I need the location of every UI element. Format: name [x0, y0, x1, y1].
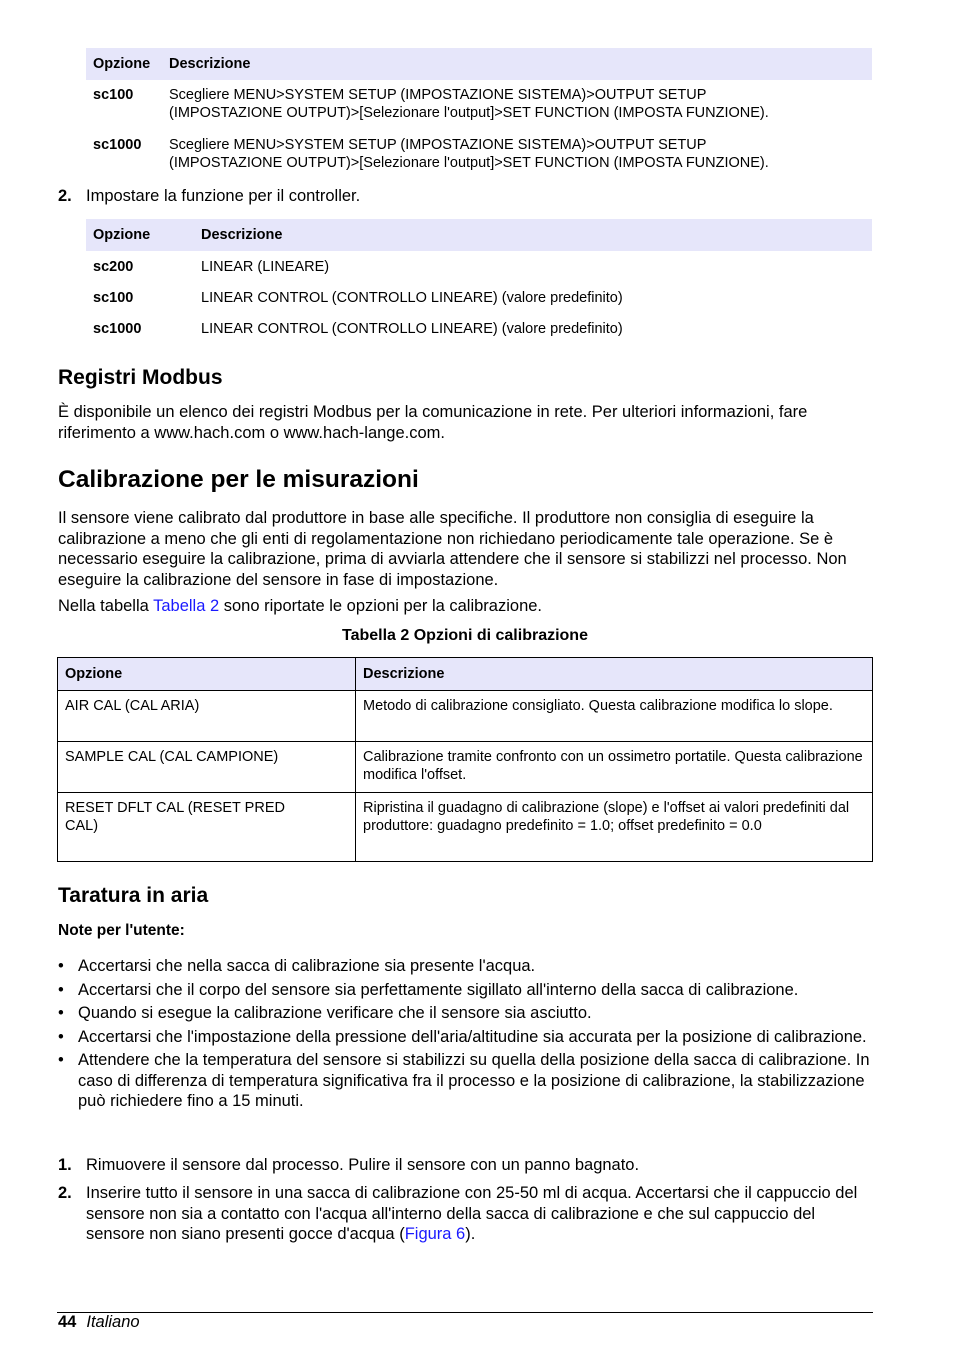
step-text: Rimuovere il sensore dal processo. Pulire il sensore con un panno bagnato. [86, 1156, 640, 1174]
page-number: 44 [58, 1313, 77, 1331]
option-cell: SAMPLE CAL (CAL CAMPIONE) [58, 742, 356, 793]
table-row [86, 251, 872, 282]
description-line: (IMPOSTAZIONE OUTPUT)>[Selezionare l'output]>SET FUNCTION (IMPOSTA FUNZIONE). [169, 155, 769, 171]
description-line: Scegliere MENU>SYSTEM SETUP (IMPOSTAZIONE SISTEMA)>OUTPUT SETUP [169, 137, 707, 153]
step-text-part: Inserire tutto il sensore in una sacca di calibrazione con 25-50 ml di acqua. Accertarsi che il cappuccio del sensore non sia a contatto con l'acqua all'interno della sacca di calibrazione e che sul cappuccio del sensore non siano presenti gocce d'acqua ( [86, 1184, 858, 1243]
column-header-description: Descrizione [356, 658, 873, 691]
list-item [58, 980, 876, 1001]
description-cell: Ripristina il guadagno di calibrazione (slope) e l'offset ai valori predefiniti dal produttore: guadagno predefinito = 1.0; offset predefinito = 0.0 [356, 793, 873, 862]
reference-text: Nella tabella [58, 597, 154, 615]
figure-6-link[interactable]: Figura 6 [404, 1225, 466, 1243]
notes-list [58, 956, 876, 1115]
table-row [86, 136, 872, 172]
description-cell: LINEAR (LINEARE) [201, 259, 330, 275]
option-cell: RESET DFLT CAL (RESET PRED CAL) [58, 793, 356, 862]
table-row [86, 313, 872, 344]
page-footer [58, 1313, 140, 1332]
table-row [58, 742, 873, 793]
bullet-icon: • [58, 957, 64, 975]
description-cell: Calibrazione tramite confronto con un ossimetro portatile. Questa calibrazione modifica l'offset. [356, 742, 873, 793]
description-cell: LINEAR CONTROL (CONTROLLO LINEARE) (valore predefinito) [201, 290, 623, 306]
table-row [86, 80, 872, 136]
table-row [58, 691, 873, 742]
option-cell: sc100 [93, 290, 134, 306]
description-line: Scegliere MENU>SYSTEM SETUP (IMPOSTAZIONE SISTEMA)>OUTPUT SETUP [169, 87, 707, 103]
table-reference-paragraph [58, 596, 876, 617]
option-cell: sc1000 [93, 321, 142, 337]
table-header-row [86, 48, 872, 80]
option-cell: sc100 [93, 87, 134, 103]
option-cell: sc200 [93, 259, 134, 275]
calibration-options-table [57, 657, 873, 862]
table-header-row [86, 219, 872, 251]
list-item-text: Quando si esegue la calibrazione verificare che il sensore sia asciutto. [78, 1004, 592, 1022]
list-item [58, 1050, 876, 1112]
description-cell [162, 80, 872, 136]
table-header-row [58, 658, 873, 691]
output-function-table [86, 48, 872, 172]
calibration-heading: Calibrazione per le misurazioni [58, 466, 419, 493]
list-item-text: Attendere che la temperatura del sensore si stabilizzi su quella della posizione della sacca di calibrazione. In caso di differenza di temperatura significativa fra il processo e la posizione di calibrazione, la stabilizzazione può richiedere fino a 15 minuti. [78, 1051, 870, 1110]
description-cell [162, 136, 872, 172]
step-text: Impostare la funzione per il controller. [86, 187, 361, 205]
notes-label: Note per l'utente: [58, 922, 185, 939]
description-cell: Metodo di calibrazione consigliato. Questa calibrazione modifica lo slope. [356, 691, 873, 742]
controller-function-table [86, 219, 872, 344]
list-item [58, 1003, 876, 1024]
calibration-paragraph: Il sensore viene calibrato dal produttore in base alle specifiche. Il produttore non consiglia di eseguire la calibrazione a meno che gli enti di regolamentazione non richiedano periodicamente tale operazione. Se è necessario eseguire la calibrazione, prima di avviarla attendere che il sensore si stabilizzi nel processo. Non eseguire la calibrazione del sensore in fase di impostazione. [58, 509, 847, 589]
modbus-paragraph: È disponibile un elenco dei registri Modbus per la comunicazione in rete. Per ulteriori informazioni, fare riferimento a www.hach.com o www.hach-lange.com. [58, 403, 808, 442]
column-header-option: Opzione [86, 48, 162, 80]
step-number: 1. [58, 1156, 72, 1174]
step-text [86, 1183, 876, 1245]
column-header-option: Opzione [86, 219, 194, 251]
step-text-part: ). [465, 1225, 476, 1243]
step-number: 2. [58, 187, 72, 205]
bullet-icon: • [58, 980, 64, 999]
description-cell: LINEAR CONTROL (CONTROLLO LINEARE) (valore predefinito) [201, 321, 623, 337]
footer-language: Italiano [86, 1313, 140, 1331]
list-item-text: Accertarsi che l'impostazione della pressione dell'aria/altitudine sia accurata per la posizione di calibrazione. [78, 1027, 867, 1046]
table-row [58, 793, 873, 862]
bullet-icon: • [58, 1027, 64, 1046]
description-line: (IMPOSTAZIONE OUTPUT)>[Selezionare l'output]>SET FUNCTION (IMPOSTA FUNZIONE). [169, 105, 769, 121]
step-number: 2. [58, 1184, 72, 1202]
table-2-link[interactable]: Tabella 2 [153, 597, 220, 615]
table-caption: Tabella 2 Opzioni di calibrazione [342, 627, 588, 644]
reference-text: sono riportate le opzioni per la calibrazione. [219, 597, 543, 615]
column-header-description: Descrizione [194, 219, 872, 251]
option-cell: AIR CAL (CAL ARIA) [58, 691, 356, 742]
list-item-text: Accertarsi che il corpo del sensore sia perfettamente sigillato all'interno della sacca di calibrazione. [78, 980, 799, 999]
table-row [86, 282, 872, 313]
bullet-icon: • [58, 1051, 64, 1069]
column-header-option: Opzione [58, 658, 356, 691]
modbus-heading: Registri Modbus [58, 366, 223, 389]
column-header-description: Descrizione [162, 48, 872, 80]
list-item [58, 1027, 876, 1048]
option-cell: sc1000 [93, 137, 142, 153]
air-cal-heading: Taratura in aria [58, 884, 209, 907]
footer-divider [57, 1312, 873, 1313]
list-item [58, 956, 876, 977]
bullet-icon: • [58, 1004, 64, 1022]
list-item-text: Accertarsi che nella sacca di calibrazione sia presente l'acqua. [78, 957, 536, 975]
